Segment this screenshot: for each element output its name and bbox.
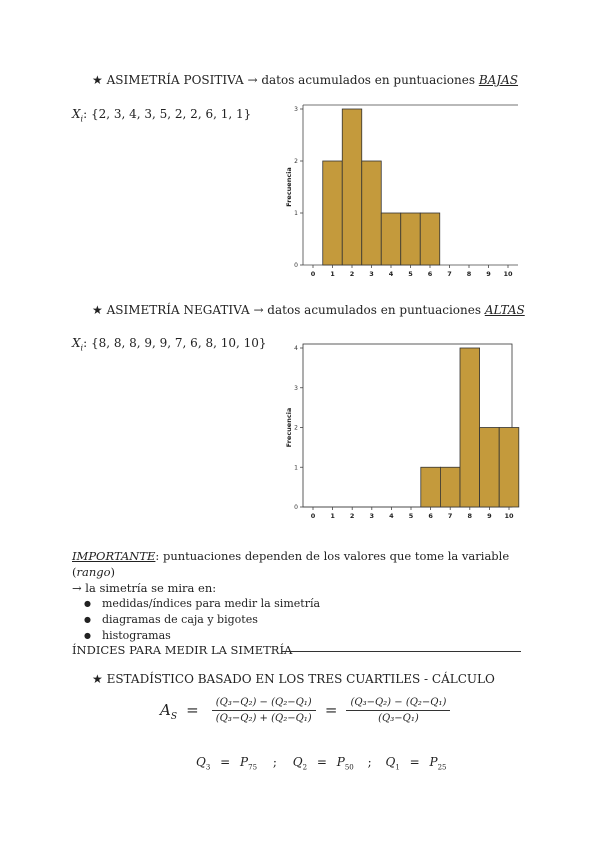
var-label: X [72,107,81,121]
x-tick-label-9: 9 [487,512,492,520]
quartile-definitions [196,755,447,771]
x-tick-label-1: 1 [330,270,335,278]
fraction-1-numerator: (Q₃−Q₂) − (Q₂−Q₁) [212,697,316,711]
x-tick-label-7: 7 [447,270,452,278]
q2-letter: Q [292,755,303,769]
x-tick-label-9: 9 [486,270,491,278]
y-tick-label-3: 3 [294,384,298,392]
bar-4 [401,213,421,265]
y-tick-label-3: 3 [294,106,298,113]
asymmetry-formula [160,697,450,724]
x-tick-label-5: 5 [408,512,414,520]
data-list-negative [72,336,267,352]
fraction-2-denominator: (Q₃−Q₁) [378,713,419,724]
fraction-1 [212,697,316,724]
q3-equals: = [220,755,231,769]
bar-2 [460,348,480,507]
var-sub: i [80,343,84,353]
q3-sub: 3 [205,763,211,772]
heading-negative-emph: ALTAS [484,303,525,317]
note-line-2: → la simetría se mira en: [72,581,217,595]
values-positive: : {2, 3, 4, 3, 5, 2, 2, 6, 1, 1} [83,107,252,121]
p25-letter: P [429,755,438,769]
x-tick-label-8: 8 [466,270,472,278]
note-emph: IMPORTANTE [72,549,156,563]
y-tick-label-0: 0 [294,504,298,511]
heading-positive-emph: BAJAS [478,73,519,87]
x-tick-label-8: 8 [467,512,473,520]
subheading-text: ★ ESTADÍSTICO BASADO EN LOS TRES CUARTILES - CÁLCULO [92,672,495,686]
list-item: ● histogramas [72,628,532,644]
q3-letter: Q [196,755,206,769]
p25-sub: 25 [437,763,447,772]
x-tick-label-3: 3 [369,512,375,520]
fraction-2 [346,697,450,724]
data-list-positive [72,107,251,123]
y-tick-label-4: 4 [294,345,298,352]
p50-letter: P [336,755,345,769]
important-note [72,548,532,644]
q2-sub: 2 [302,763,308,772]
note-range-word: rango [76,565,111,579]
x-tick-label-3: 3 [369,270,374,278]
histogram-positive [280,96,520,286]
p75-letter: P [240,755,249,769]
heading-asimetria-negativa [92,303,525,317]
y-tick-label-2: 2 [294,158,298,165]
bar-3 [381,213,401,265]
x-tick-label-0: 0 [310,512,316,520]
x-tick-label-10: 10 [504,512,514,520]
p75-sub: 75 [248,763,258,772]
bar-4 [499,428,519,508]
x-tick-label-1: 1 [330,512,335,520]
note-text-2: ) [110,565,116,579]
y-tick-label-1: 1 [294,464,298,472]
bar-3 [480,428,500,508]
x-tick-label-4: 4 [388,270,394,278]
bar-1 [440,467,460,507]
separator: ; [272,755,277,769]
subheading-cuartiles [92,672,495,686]
q2-equals: = [316,755,327,769]
note-line-1 [72,548,532,580]
y-tick-label-0: 0 [294,262,298,269]
list-item: ● diagramas de caja y bigotes [72,612,532,628]
var-label: X [72,336,81,350]
fraction-2-numerator: (Q₃−Q₂) − (Q₂−Q₁) [346,697,450,711]
section-rule [282,651,521,652]
q1-sub: 1 [395,763,400,772]
heading-negative-text: ★ ASIMETRÍA NEGATIVA → datos acumulados en puntuaciones [92,303,485,317]
x-tick-label-5: 5 [408,270,413,278]
formula-equals-1: = [186,701,199,719]
x-tick-label-10: 10 [503,270,513,278]
formula-lhs [160,701,178,722]
bar-0 [323,161,343,265]
x-tick-label-2: 2 [349,512,355,520]
y-axis-label: Frecuencia [285,167,293,207]
bar-0 [421,467,441,507]
x-tick-label-7: 7 [447,512,453,520]
bar-5 [420,213,440,265]
bar-2 [362,161,382,265]
x-tick-label-6: 6 [428,512,433,520]
fraction-1-denominator: (Q₃−Q₂) + (Q₂−Q₁) [215,713,312,724]
section-title-indices [72,643,292,657]
heading-positive-text: ★ ASIMETRÍA POSITIVA → datos acumulados en puntuaciones [92,73,479,87]
values-negative: : {8, 8, 8, 9, 9, 7, 6, 8, 10, 10} [83,336,267,350]
note-bullet-list [72,596,532,644]
separator: ; [367,755,372,769]
formula-lhs-letter: A [160,701,171,719]
q1-equals: = [409,755,420,769]
bar-1 [342,109,362,265]
x-tick-label-4: 4 [389,512,394,520]
var-sub: i [80,114,84,124]
heading-asimetria-positiva [92,73,518,87]
x-tick-label-2: 2 [349,270,355,278]
y-axis-label: Frecuencia [285,407,293,448]
formula-equals-2: = [324,701,338,719]
histogram-negative [280,335,525,527]
x-tick-label-0: 0 [310,270,316,278]
note-text-1: : puntuaciones dependen de los valores que tome la variable ( [72,549,510,579]
formula-lhs-sub: S [170,712,178,722]
p50-sub: 50 [344,763,354,772]
x-tick-label-6: 6 [427,270,433,278]
list-item: ● medidas/índices para medir la simetría [72,596,532,612]
y-tick-label-2: 2 [294,424,298,432]
q1-letter: Q [385,755,396,769]
y-tick-label-1: 1 [294,210,298,217]
section-title-text: ÍNDICES PARA MEDIR LA SIMETRÍA [72,643,293,657]
